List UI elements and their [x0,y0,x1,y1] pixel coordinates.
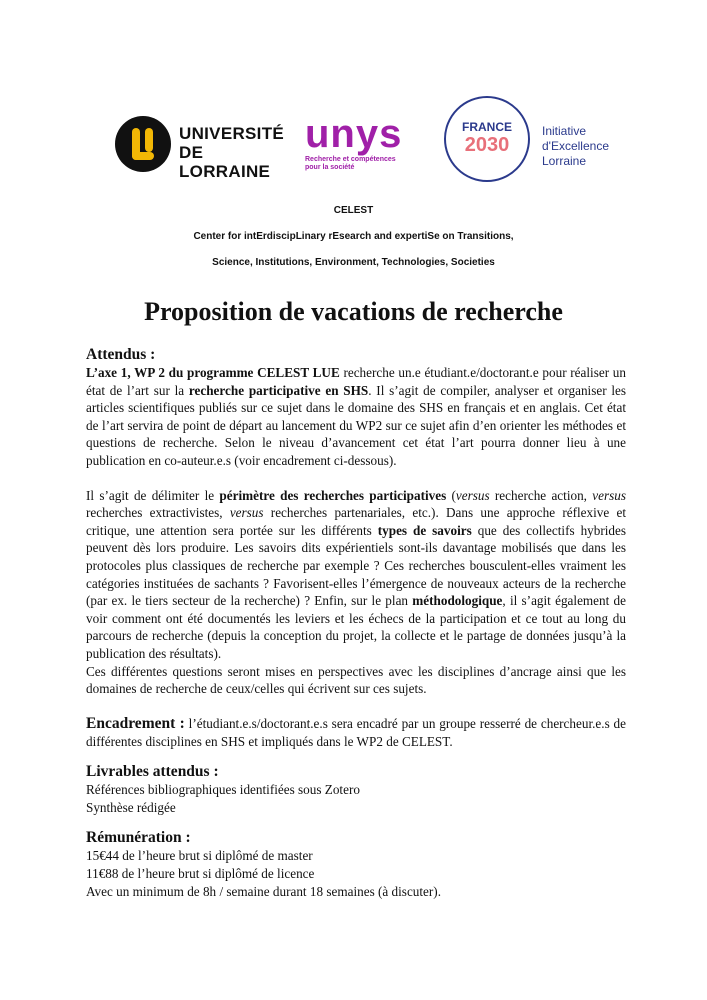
attendus-p2-bold-2: types de savoirs [377,522,472,538]
livrables-heading: Livrables attendus : [86,763,219,781]
attendus-paragraph-2 [86,487,626,663]
ul-line1: UNIVERSITÉ [179,124,285,143]
encadrement-heading: Encadrement : [86,714,185,732]
attendus-p2-bold-1: périmètre des recherches participatives [219,487,447,503]
attendus-p2-text-5: recherches partenariales, etc.). Dans une approche réflexive et critique, une attention sera portée sur les différents [86,505,626,538]
unys-tagline-2: pour la société [305,164,355,171]
livrables-item: Synthèse rédigée [86,799,176,815]
celest-fullname-line2: Science, Institutions, Environment, Technologies, Societies [212,257,495,268]
attendus-p2-italic-2: versus [592,487,626,503]
initiative-line1: Initiative [542,124,587,138]
ul-wordmark [179,124,285,181]
france-year: 2030 [464,134,510,156]
attendus-p2-bold-3: méthodologique [412,593,503,609]
attendus-p1-bold-1: L’axe 1, WP 2 du programme CELEST LUE [86,365,340,380]
attendus-p1-bold-2: recherche participative en SHS [188,382,369,398]
attendus-p2-text-6: que des collectifs hybrides peuvent dès lors produire. Les savoirs dits expérientiels sont-ils davantage mobilisés que dans les protocoles plus classiques de recherche par exemple ? Ces recherches bousculent-elles vraiment les catégories instituées de sachants ? Favorisent-elles l’émergence de nouveaux acteurs de la recherche (par ex. le tiers secteur de la recherche) ? Enfin, sur le plan [86,522,626,609]
celest-fullname-line1: Center for intErdiscipLinary rEsearch and expertiSe on Transitions, [193,231,514,242]
document-body [86,346,626,900]
attendus-p1-text-2: . Il s’agit de compiler, analyser et organiser les articles scientifiques publiés sur ce sujet dans le domaine des SHS en français et en anglais. Cet état de l’art servira de point de départ au lancement du WP2 sur ce sujet afin d’en orienter les méthodes et questions de recherche. Selon le niveau d’avancement cet état l’art pourra donner lieu à une publication en co-auteur.e.s (voir encadrement ci-dessous). [86,382,627,468]
initiative-excellence-label [542,124,609,169]
attendus-heading: Attendus : [86,346,156,363]
attendus-p2-italic-3: versus [229,505,264,521]
unys-tagline [305,156,415,172]
ul-emblem-icon [115,116,171,172]
universite-de-lorraine-logo [115,116,285,181]
remuneration-item: Avec un minimum de 8h / semaine durant 18 semaines (à discuter). [86,883,441,899]
attendus-p2-text-3: recherche action, [489,487,593,503]
encadrement-text: l’étudiant.e.s/doctorant.e.s sera encadré par un groupe resserré de chercheur.e.s de différentes disciplines en SHS et impliqués dans le WP2 de CELEST. [86,715,626,749]
remuneration-item: 11€88 de l’heure brut si diplômé de licence [86,866,315,882]
attendus-paragraph-1 [86,364,626,470]
celest-acronym: CELEST [333,205,374,216]
unys-wordmark: unys [305,112,403,156]
initiative-line3: Lorraine [542,154,587,168]
logo-row [0,92,707,192]
attendus-p2-text-7: , il s’agit également de voir comment ont été documentés les leviers et les échecs de la participation et ce tout au long du parcours de recherche (depuis la conception du projet, la collecte et le partage de données jusqu’à la publication des résultats). [86,593,626,661]
remuneration-item: 15€44 de l’heure brut si diplômé de master [86,848,313,864]
attendus-p2-text-4: recherches extractivistes, [86,505,230,521]
ul-line2: DE LORRAINE [179,143,271,181]
france-2030-logo [444,96,644,188]
attendus-p1-text-1: recherche un.e étudiant.e/doctorant.e pour réaliser un état de l’art sur la [86,365,626,398]
encadrement-paragraph [86,715,626,751]
attendus-paragraph-3: Ces différentes questions seront mises en perspectives avec les disciplines d’ancrage ainsi que les domaines de recherche de ceux/celles qui écrivent sur ces sujets. [86,663,626,697]
livrables-item: Références bibliographiques identifiées sous Zotero [86,782,360,798]
page-title: Proposition de vacations de recherche [144,297,563,326]
attendus-p2-italic-1: versus [455,487,490,503]
initiative-line2: d'Excellence [542,139,609,153]
unys-tagline-1: Recherche et compétences [305,156,396,163]
france-label: FRANCE [462,120,512,134]
remuneration-heading: Rémunération : [86,829,191,847]
attendus-p2-text-2: ( [446,487,456,503]
unys-logo [305,114,415,174]
attendus-p2-text-1: Il s’agit de délimiter le [86,487,220,503]
